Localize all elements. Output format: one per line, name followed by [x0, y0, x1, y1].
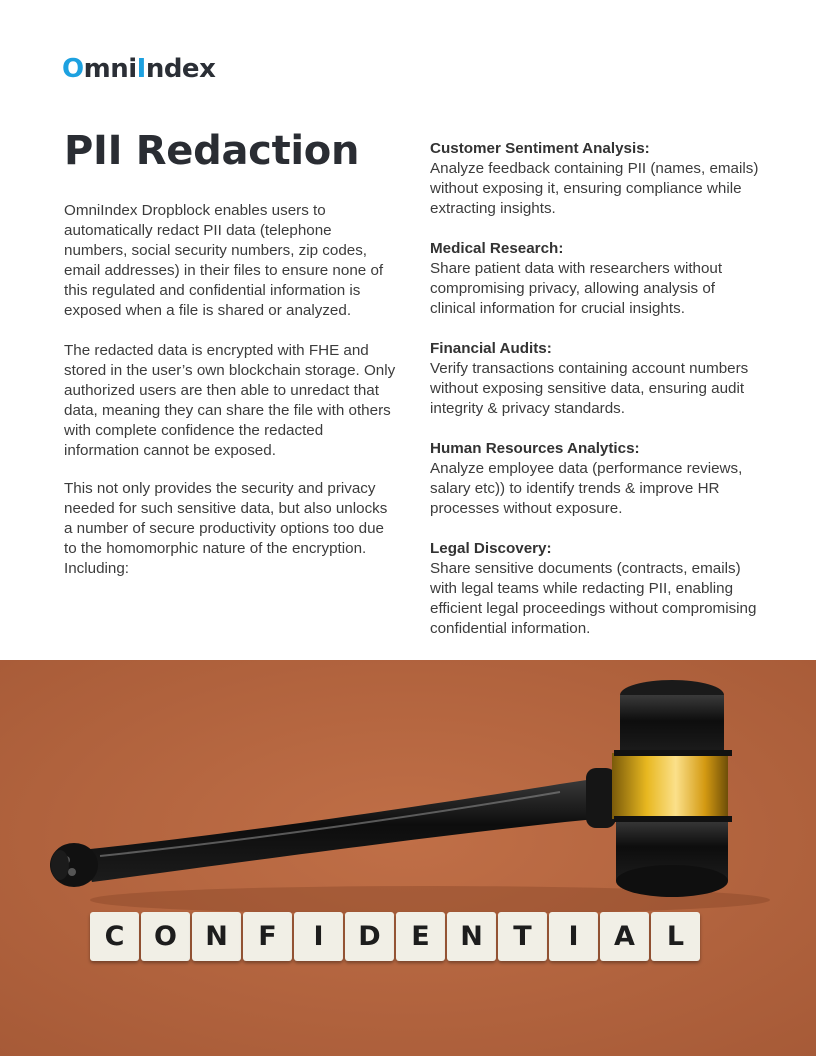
- use-case-text: Analyze feedback containing PII (names, emails) without exposing it, ensuring compliance while extracting insights.: [430, 160, 759, 217]
- confidential-tiles: [90, 912, 700, 961]
- letter-tile: E: [396, 912, 445, 961]
- page-title: PII Redaction: [64, 128, 360, 174]
- letter-tile: O: [141, 912, 190, 961]
- use-cases-column: [430, 139, 760, 659]
- gavel-confidential-photo: [0, 660, 816, 1056]
- intro-paragraph: This not only provides the security and privacy needed for such sensitive data, but also unlocks a number of secure productivity options too due to the homomorphic nature of the encryption. Including:: [64, 480, 388, 577]
- intro-column: [64, 201, 399, 599]
- use-case-item: [430, 239, 760, 319]
- use-case-text: Analyze employee data (performance reviews, salary etc)) to identify trends & improve HR processes without exposure.: [430, 460, 743, 517]
- intro-paragraph: OmniIndex Dropblock enables users to automatically redact PII data (telephone numbers, social security numbers, zip codes, email addresses) in their files to ensure none of this regulated and confidential information is exposed when a file is shared or analyzed.: [64, 202, 384, 319]
- use-case-heading: Customer Sentiment Analysis:: [430, 140, 650, 157]
- omniindex-logo: OmniIndex: [62, 54, 216, 84]
- use-case-item: [430, 139, 760, 219]
- letter-tile: N: [447, 912, 496, 961]
- letter-tile: F: [243, 912, 292, 961]
- use-case-text: Share patient data with researchers without compromising privacy, allowing analysis of clinical information for crucial insights.: [430, 260, 723, 317]
- intro-paragraph: The redacted data is encrypted with FHE and stored in the user’s own blockchain storage. Only authorized users are then able to unredact that data, meaning they can share the file with others with complete confidence the redacted information cannot be exposed.: [64, 342, 396, 459]
- letter-tile: A: [600, 912, 649, 961]
- use-case-item: [430, 439, 760, 519]
- letter-tile: C: [90, 912, 139, 961]
- use-case-heading: Financial Audits:: [430, 340, 552, 357]
- use-case-heading: Legal Discovery:: [430, 540, 552, 557]
- gavel-illustration: [0, 660, 816, 1056]
- use-case-text: Share sensitive documents (contracts, emails) with legal teams while redacting PII, enabling efficient legal proceedings without compromising confidential information.: [430, 560, 757, 637]
- use-case-heading: Medical Research:: [430, 240, 564, 257]
- letter-tile: I: [549, 912, 598, 961]
- letter-tile: T: [498, 912, 547, 961]
- letter-tile: D: [345, 912, 394, 961]
- letter-tile: N: [192, 912, 241, 961]
- letter-tile: I: [294, 912, 343, 961]
- use-case-item: [430, 339, 760, 419]
- use-case-heading: Human Resources Analytics:: [430, 440, 640, 457]
- use-case-text: Verify transactions containing account numbers without exposing sensitive data, ensuring audit integrity & privacy standards.: [430, 360, 749, 417]
- letter-tile: L: [651, 912, 700, 961]
- use-case-item: [430, 539, 760, 639]
